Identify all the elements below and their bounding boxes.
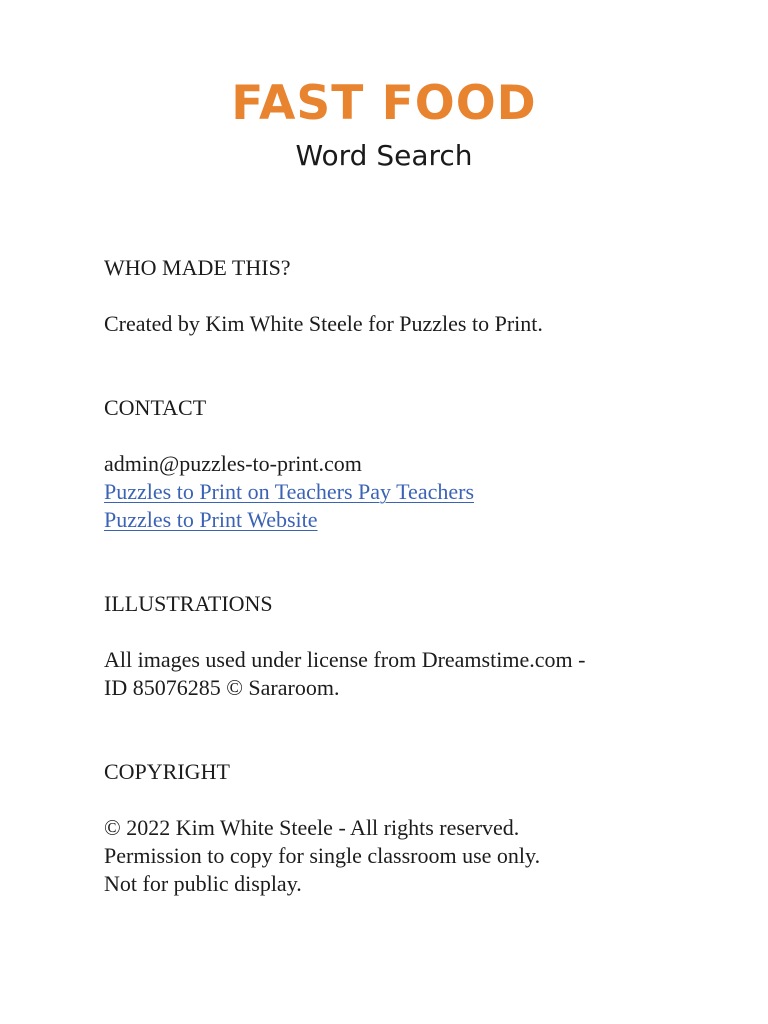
- illustrations-line: ID 85076285 © Sararoom.: [104, 675, 340, 700]
- contact-section: [104, 394, 704, 534]
- contact-heading: CONTACT: [104, 395, 207, 420]
- website-link[interactable]: Puzzles to Print Website: [104, 507, 318, 532]
- illustrations-heading: ILLUSTRATIONS: [104, 591, 273, 616]
- page-subtitle: Word Search: [295, 139, 473, 172]
- copyright-line: © 2022 Kim White Steele - All rights reserved.: [104, 815, 520, 840]
- contact-email: admin@puzzles-to-print.com: [104, 451, 362, 476]
- copyright-line: Not for public display.: [104, 871, 302, 896]
- creator-line: Created by Kim White Steele for Puzzles to Print.: [104, 311, 543, 336]
- illustrations-line: All images used under license from Dreamstime.com -: [104, 647, 586, 672]
- copyright-section: [104, 758, 704, 898]
- who-made-this-body: [104, 310, 704, 338]
- who-made-this-heading: WHO MADE THIS?: [104, 255, 291, 280]
- illustrations-section: [104, 590, 704, 702]
- teachers-pay-teachers-link[interactable]: Puzzles to Print on Teachers Pay Teachers: [104, 479, 475, 504]
- copyright-body: [104, 814, 704, 898]
- copyright-heading: COPYRIGHT: [104, 759, 230, 784]
- info-content: [104, 254, 704, 898]
- who-made-this-section: [104, 254, 704, 338]
- illustrations-body: [104, 646, 704, 702]
- page-title: FAST FOOD: [231, 76, 537, 131]
- contact-body: [104, 450, 704, 534]
- copyright-line: Permission to copy for single classroom use only.: [104, 843, 541, 868]
